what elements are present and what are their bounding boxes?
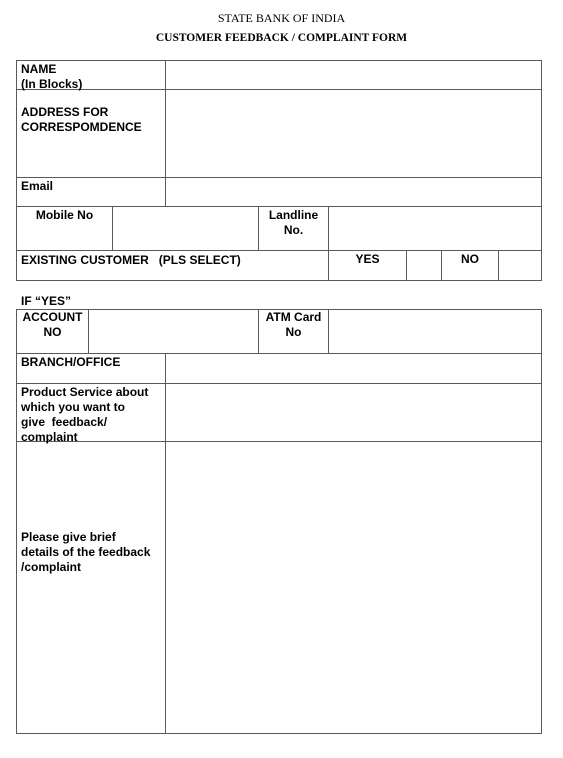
- email-label: Email: [21, 179, 54, 193]
- if-yes-label: IF “YES”: [21, 294, 72, 308]
- feedback-details-label: Please give brief details of the feedback /complaint: [21, 530, 151, 574]
- yes-label: YES: [355, 252, 380, 266]
- table-border-right: [541, 309, 542, 734]
- address-label: ADDRESS FOR CORRESPOMDENCE: [21, 105, 142, 134]
- branch-label: BRANCH/OFFICE: [21, 355, 121, 369]
- address-field[interactable]: [166, 90, 541, 177]
- mobile-label: Mobile No: [35, 208, 94, 222]
- table-border-bottom: [16, 280, 542, 281]
- no-checkbox[interactable]: [499, 251, 541, 280]
- product-service-label: Product Service about which you want to give feedback/ complaint: [21, 385, 149, 444]
- branch-field[interactable]: [166, 354, 541, 383]
- product-service-field[interactable]: [166, 384, 541, 441]
- table-border-left: [16, 60, 17, 281]
- mobile-field[interactable]: [113, 207, 258, 250]
- yes-checkbox[interactable]: [407, 251, 441, 280]
- table-border-bottom: [16, 733, 542, 734]
- form-title: CUSTOMER FEEDBACK / COMPLAINT FORM: [155, 32, 408, 44]
- atm-card-field[interactable]: [329, 310, 541, 353]
- atm-card-label: ATM Card No: [265, 310, 322, 339]
- email-field[interactable]: [166, 178, 541, 206]
- table-border-right: [541, 60, 542, 281]
- existing-customer-label: EXISTING CUSTOMER (PLS SELECT): [21, 253, 241, 267]
- account-no-field[interactable]: [89, 310, 258, 353]
- landline-label: Landline No.: [268, 208, 319, 237]
- name-field[interactable]: [166, 61, 541, 89]
- no-label: NO: [461, 252, 479, 266]
- account-no-label: ACCOUNT NO: [22, 310, 83, 339]
- name-label: NAME (In Blocks): [21, 62, 83, 91]
- feedback-details-field[interactable]: [166, 442, 541, 733]
- bank-name: STATE BANK OF INDIA: [217, 11, 346, 25]
- landline-field[interactable]: [329, 207, 541, 250]
